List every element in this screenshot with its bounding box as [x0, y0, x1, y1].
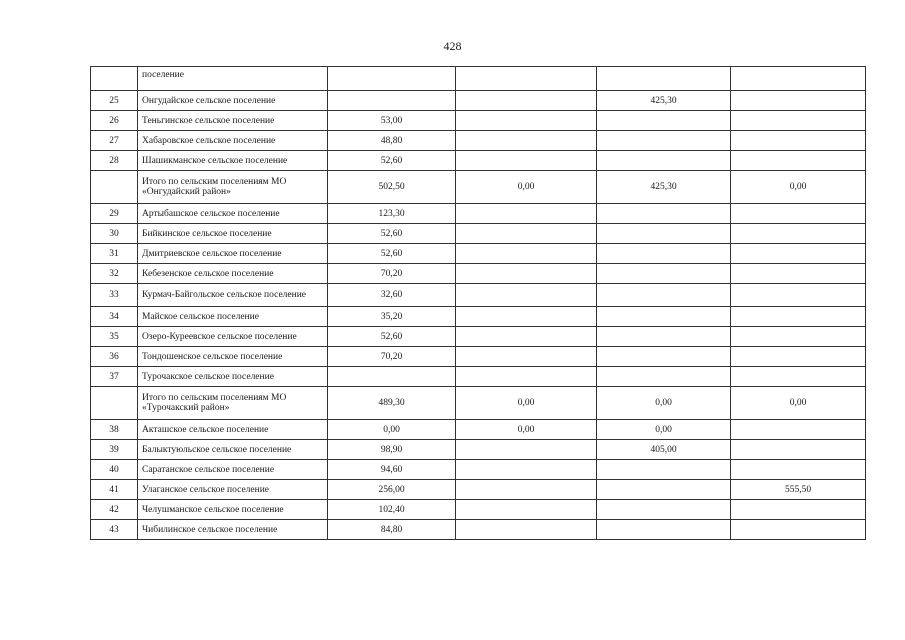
value-col-3-cell [597, 500, 731, 520]
row-number-cell: 32 [91, 264, 138, 284]
value-col-1-cell: 32,60 [328, 284, 456, 307]
row-number-cell: 33 [91, 284, 138, 307]
row-number-cell [91, 171, 138, 204]
value-col-3-cell [597, 264, 731, 284]
value-col-4-cell [731, 500, 866, 520]
value-col-4-cell: 555,50 [731, 480, 866, 500]
settlement-name-cell: Чибилинское сельское поселение [138, 520, 328, 540]
table-row [91, 367, 866, 387]
settlement-name-cell: Улаганское сельское поселение [138, 480, 328, 500]
page-number: 428 [443, 39, 462, 53]
value-col-3-cell [597, 284, 731, 307]
value-col-4-cell: 0,00 [731, 171, 866, 204]
value-col-3-cell [597, 520, 731, 540]
value-col-2-cell [456, 500, 597, 520]
value-col-4-cell [731, 131, 866, 151]
table-row [91, 204, 866, 224]
row-number-cell: 38 [91, 420, 138, 440]
value-col-2-cell [456, 204, 597, 224]
value-col-2-cell [456, 520, 597, 540]
value-col-2-cell [456, 151, 597, 171]
value-col-4-cell [731, 264, 866, 284]
value-col-2-cell: 0,00 [456, 171, 597, 204]
value-col-4-cell [731, 420, 866, 440]
table-row [91, 264, 866, 284]
value-col-2-cell [456, 440, 597, 460]
settlement-name-cell: Шашикманское сельское поселение [138, 151, 328, 171]
value-col-4-cell [731, 91, 866, 111]
value-col-1-cell: 84,80 [328, 520, 456, 540]
value-col-3-cell: 425,30 [597, 171, 731, 204]
table-total-row [91, 171, 866, 204]
value-col-1-cell: 53,00 [328, 111, 456, 131]
value-col-3-cell [597, 111, 731, 131]
row-number-cell: 27 [91, 131, 138, 151]
value-col-2-cell [456, 327, 597, 347]
value-col-2-cell [456, 264, 597, 284]
table-row [91, 67, 866, 91]
settlement-name-cell: Озеро-Куреевское сельское поселение [138, 327, 328, 347]
value-col-1-cell: 98,90 [328, 440, 456, 460]
settlement-name-cell: Кебезенское сельское поселение [138, 264, 328, 284]
value-col-4-cell [731, 151, 866, 171]
table-row [91, 244, 866, 264]
table-row [91, 284, 866, 307]
value-col-1-cell [328, 367, 456, 387]
settlement-name-cell: Акташское сельское поселение [138, 420, 328, 440]
budget-table [90, 66, 866, 540]
row-number-cell: 26 [91, 111, 138, 131]
table-body [91, 67, 866, 540]
row-number-cell: 31 [91, 244, 138, 264]
value-col-1-cell: 489,30 [328, 387, 456, 420]
value-col-2-cell [456, 460, 597, 480]
table-row [91, 131, 866, 151]
settlement-name-cell: поселение [138, 67, 328, 91]
value-col-3-cell [597, 367, 731, 387]
value-col-1-cell: 52,60 [328, 244, 456, 264]
value-col-2-cell [456, 111, 597, 131]
settlement-name-cell: Итого по сельским поселениям МО «Турочакский район» [138, 387, 328, 420]
table-row [91, 500, 866, 520]
value-col-1-cell [328, 91, 456, 111]
value-col-3-cell: 0,00 [597, 387, 731, 420]
value-col-2-cell [456, 91, 597, 111]
value-col-1-cell [328, 67, 456, 91]
value-col-4-cell [731, 460, 866, 480]
settlement-name-cell: Онгудайское сельское поселение [138, 91, 328, 111]
value-col-3-cell: 405,00 [597, 440, 731, 460]
value-col-1-cell: 35,20 [328, 307, 456, 327]
row-number-cell: 35 [91, 327, 138, 347]
value-col-1-cell: 52,60 [328, 224, 456, 244]
row-number-cell: 36 [91, 347, 138, 367]
value-col-3-cell [597, 151, 731, 171]
value-col-4-cell [731, 224, 866, 244]
settlement-name-cell: Тондошенское сельское поселение [138, 347, 328, 367]
value-col-1-cell: 502,50 [328, 171, 456, 204]
settlement-name-cell: Дмитриевское сельское поселение [138, 244, 328, 264]
value-col-3-cell [597, 244, 731, 264]
value-col-3-cell [597, 480, 731, 500]
row-number-cell [91, 67, 138, 91]
row-number-cell: 42 [91, 500, 138, 520]
row-number-cell: 37 [91, 367, 138, 387]
value-col-3-cell [597, 67, 731, 91]
value-col-3-cell [597, 460, 731, 480]
value-col-1-cell: 0,00 [328, 420, 456, 440]
row-number-cell: 40 [91, 460, 138, 480]
value-col-2-cell [456, 284, 597, 307]
value-col-4-cell: 0,00 [731, 387, 866, 420]
value-col-2-cell: 0,00 [456, 387, 597, 420]
value-col-4-cell [731, 284, 866, 307]
row-number-cell: 39 [91, 440, 138, 460]
value-col-3-cell [597, 131, 731, 151]
value-col-4-cell [731, 347, 866, 367]
value-col-2-cell [456, 67, 597, 91]
value-col-4-cell [731, 111, 866, 131]
table-row [91, 327, 866, 347]
value-col-2-cell [456, 244, 597, 264]
value-col-4-cell [731, 204, 866, 224]
settlement-name-cell: Бийкинское сельское поселение [138, 224, 328, 244]
table-row [91, 480, 866, 500]
table-row [91, 91, 866, 111]
value-col-2-cell [456, 367, 597, 387]
row-number-cell: 29 [91, 204, 138, 224]
row-number-cell: 43 [91, 520, 138, 540]
value-col-1-cell: 94,60 [328, 460, 456, 480]
table-row [91, 151, 866, 171]
value-col-1-cell: 48,80 [328, 131, 456, 151]
value-col-2-cell: 0,00 [456, 420, 597, 440]
value-col-1-cell: 52,60 [328, 327, 456, 347]
table-row [91, 520, 866, 540]
value-col-1-cell: 70,20 [328, 264, 456, 284]
value-col-3-cell: 425,30 [597, 91, 731, 111]
table-row [91, 224, 866, 244]
value-col-2-cell [456, 131, 597, 151]
value-col-3-cell: 0,00 [597, 420, 731, 440]
value-col-4-cell [731, 440, 866, 460]
value-col-1-cell: 52,60 [328, 151, 456, 171]
row-number-cell [91, 387, 138, 420]
value-col-4-cell [731, 67, 866, 91]
table-row [91, 307, 866, 327]
value-col-2-cell [456, 347, 597, 367]
value-col-1-cell: 102,40 [328, 500, 456, 520]
value-col-2-cell [456, 480, 597, 500]
settlement-name-cell: Итого по сельским поселениям МО «Онгудайский район» [138, 171, 328, 204]
table-row [91, 440, 866, 460]
row-number-cell: 28 [91, 151, 138, 171]
value-col-4-cell [731, 327, 866, 347]
value-col-1-cell: 256,00 [328, 480, 456, 500]
settlement-name-cell: Хабаровское сельское поселение [138, 131, 328, 151]
value-col-3-cell [597, 224, 731, 244]
row-number-cell: 41 [91, 480, 138, 500]
settlement-name-cell: Саратанское сельское поселение [138, 460, 328, 480]
value-col-3-cell [597, 347, 731, 367]
row-number-cell: 34 [91, 307, 138, 327]
value-col-3-cell [597, 327, 731, 347]
settlement-name-cell: Майское сельское поселение [138, 307, 328, 327]
value-col-4-cell [731, 520, 866, 540]
settlement-name-cell: Челушманское сельское поселение [138, 500, 328, 520]
settlement-name-cell: Артыбашское сельское поселение [138, 204, 328, 224]
value-col-4-cell [731, 307, 866, 327]
table-row [91, 347, 866, 367]
table-row [91, 460, 866, 480]
settlement-name-cell: Теньгинское сельское поселение [138, 111, 328, 131]
value-col-1-cell: 123,30 [328, 204, 456, 224]
value-col-2-cell [456, 224, 597, 244]
value-col-2-cell [456, 307, 597, 327]
table-total-row [91, 387, 866, 420]
value-col-4-cell [731, 367, 866, 387]
table-row [91, 420, 866, 440]
settlement-name-cell: Курмач-Байгольское сельское поселение [138, 284, 328, 307]
settlement-name-cell: Турочакское сельское поселение [138, 367, 328, 387]
value-col-3-cell [597, 307, 731, 327]
value-col-3-cell [597, 204, 731, 224]
value-col-4-cell [731, 244, 866, 264]
value-col-1-cell: 70,20 [328, 347, 456, 367]
row-number-cell: 25 [91, 91, 138, 111]
table-row [91, 111, 866, 131]
settlement-name-cell: Балыктуюльское сельское поселение [138, 440, 328, 460]
row-number-cell: 30 [91, 224, 138, 244]
